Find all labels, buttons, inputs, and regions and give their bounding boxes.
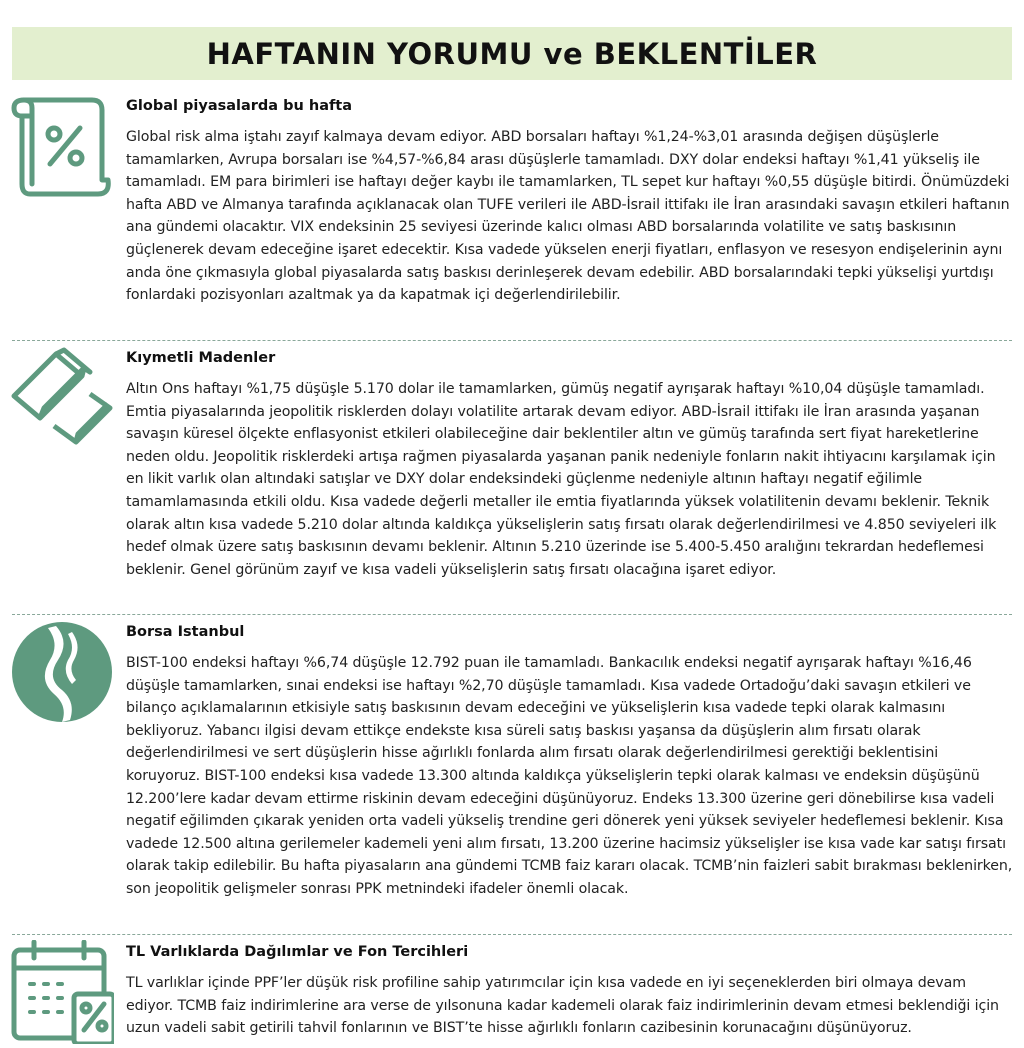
- calendar-percent-icon: [10, 940, 114, 1044]
- section-body: BIST-100 endeksi haftayı %6,74 düşüşle 12.792 puan ile tamamladı. Bankacılık endeksi negatif ayrışarak haftayı %16,46 düşüşle tamamlarken, sınai endeksi ise haftayı %2,70 düşüşle tamamladı. Kısa vadede Ortadoğu’daki savaşın etkileri ve bilanço açıklamalarının etkisiyle satış baskısının devam edeceğini ve yükselişlerin kısa vadede tepki olarak kalmasını bekliyoruz. Yabancı ilgisi devam ettikçe endekste kısa süreli satış baskısı yaşansa da düşüşlerin alım fırsatı olarak değerlendirilmesi ve sert düşüşlerin hisse ağırlıklı fonlarda alım fırsatı olarak değerlendirilmesi gerektiği beklentisini koruyoruz. BIST-100 endeksi kısa vadede 13.300 altında kaldıkça yükselişlerin tepki olarak kalması ve endeksin düşüşünü 12.200’lere kadar devam ettirme riskinin devam edeceğini düşünüyoruz. Endeks 13.300 üzerine geri dönebilirse kısa vadeli negatif eğilimden çıkarak yeniden orta vadeli yükseliş trendine geri dönerek yeni yüksek seviyeler hedeflemesi beklenir. Kısa vadede 12.500 altına gerilemeler kademeli yeni alım fırsatı, 13.200 üzerine hacimsiz yükselişler ise kısa vade kar satışı fırsatı olarak takip edilebilir. Bu hafta piyasaların ana gündemi TCMB faiz kararı olacak. TCMB’nin faizleri sabit bırakması beklenirken, son jeopolitik gelişmeler sonrası PPK metnindeki ifadeler önemli olacak.: [126, 655, 1013, 897]
- section-title: Kıymetli Madenler: [126, 350, 276, 366]
- section-title: TL Varlıklarda Dağılımlar ve Fon Tercihleri: [126, 944, 469, 960]
- section-divider: [12, 934, 1012, 935]
- page-title: HAFTANIN YORUMU ve BEKLENTİLER: [206, 36, 818, 71]
- section-body: TL varlıklar içinde PPF’ler düşük risk profiline sahip yatırımcılar için kısa vadede en iyi seçeneklerden biri olmaya devam ediyor. TCMB faiz indirimlerine ara verse de yılsonuna kadar kademeli olarak faiz indirimlerinin devam etmesi beklendiği için uzun vadeli sabit getirili tahvil fonlarının ve BIST’te hisse ağırlıklı fonların cazibesinin korunacağını düşünüyoruz.: [126, 975, 999, 1037]
- bosphorus-icon: [10, 620, 114, 724]
- page-title-banner: [12, 27, 1012, 80]
- section-divider: [12, 614, 1012, 615]
- section-body: Altın Ons haftayı %1,75 düşüşle 5.170 dolar ile tamamlarken, gümüş negatif ayrışarak haftayı %10,04 düşüşle tamamladı. Emtia piyasalarında jeopolitik risklerden dolayı volatilite artarak devam ediyor. ABD-İsrail ittifakı ile İran arasında yaşanan savaşın küresel ölçekte enflasyonist etkileri olabileceğine dair beklentiler altın ve gümüş tarafında sert fiyat hareketlerine neden oldu. Jeopolitik risklerdeki artışa rağmen piyasalarda yaşanan panik nedeniyle fonların nakit ihtiyacını karşılamak için en likit varlık olan altındaki satışlar ve DXY dolar endeksindeki güçlenme nedeniyle altının haftayı negatif eğilimle tamamlamasında etkili oldu. Kısa vadede değerli metaller ile emtia fiyatlarında yüksek volatilitenin devamı beklenir. Teknik olarak altın kısa vadede 5.210 dolar altında kaldıkça yükselişlerin satış fırsatı olarak değerlendirilmesi ve 4.850 seviyeleri ilk hedef olmak üzere satış baskısının devamı beklenir. Altının 5.210 üzerinde ise 5.400-5.450 aralığını tekrardan hedeflemesi beklenir. Genel görünüm zayıf ve kısa vadeli yükselişlerin satış fırsatı olacağına işaret ediyor.: [126, 381, 997, 578]
- percent-scroll-icon: [10, 94, 114, 198]
- section-body: Global risk alma iştahı zayıf kalmaya devam ediyor. ABD borsaları haftayı %1,24-%3,01 arasında değişen düşüşlerle tamamlarken, Avrupa borsaları ise %4,57-%6,84 arası düşüşlerle tamamladı. DXY dolar endeksi haftayı %1,41 yükseliş ile tamamladı. EM para birimleri ise haftayı değer kaybı ile tamamlarken, TL sepet kur haftayı %0,55 düşüşle bitirdi. Önümüzdeki hafta ABD ve Almanya tarafında açıklanacak olan TUFE verileri ile ABD-İsrail ittifakı ile İran arasındaki savaşın etkileri haftanın ana gündemi olacaktır. VIX endeksinin 25 seviyesi üzerinde kalıcı olması ABD borsalarında volatilite ve satış baskısının güçlenerek devam edeceğine işaret edecektir. Kısa vadede yükselen enerji fiyatları, enflasyon ve resesyon endişelerinin aynı anda öne çıkmasıyla global piyasalarda satış baskısı derinleşerek devam edebilir. ABD borsalarındaki tepki yükselişi yurtdışı fonlardaki pozisyonları azaltmak ya da kapatmak içi değerlendirilebilir.: [126, 129, 1010, 304]
- section-title: Global piyasalarda bu hafta: [126, 98, 353, 114]
- gold-bars-icon: [10, 346, 114, 450]
- section-title: Borsa Istanbul: [126, 624, 245, 640]
- section-divider: [12, 340, 1012, 341]
